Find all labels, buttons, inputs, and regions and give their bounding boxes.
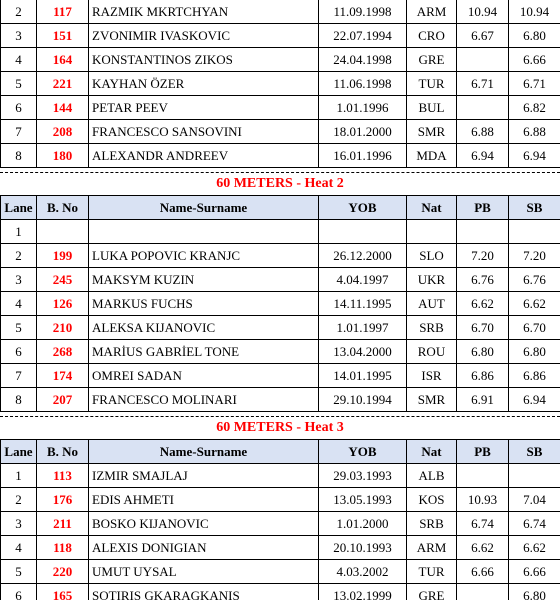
cell-nat: SMR xyxy=(407,388,457,412)
heat-title: 60 METERS - Heat 2 xyxy=(216,176,344,191)
column-header-yob: YOB xyxy=(319,196,407,220)
cell-bib: 174 xyxy=(37,364,89,388)
cell-sb: 7.04 xyxy=(509,488,560,512)
cell-bib: 126 xyxy=(37,292,89,316)
cell-bib: 165 xyxy=(37,584,89,600)
cell-bib: 268 xyxy=(37,340,89,364)
cell-name: OMREI SADAN xyxy=(89,364,319,388)
cell-bib: 118 xyxy=(37,536,89,560)
cell-pb: 6.80 xyxy=(457,340,509,364)
cell-pb xyxy=(457,584,509,600)
cell-sb: 10.94 xyxy=(509,0,560,24)
cell-bib: 164 xyxy=(37,48,89,72)
cell-nat: ARM xyxy=(407,536,457,560)
cell-bib: 245 xyxy=(37,268,89,292)
cell-lane: 3 xyxy=(1,512,37,536)
cell-bib: 144 xyxy=(37,96,89,120)
cell-nat: ARM xyxy=(407,0,457,24)
cell-nat: CRO xyxy=(407,24,457,48)
cell-sb: 6.71 xyxy=(509,72,560,96)
cell-nat: GRE xyxy=(407,48,457,72)
cell-name: FRANCESCO MOLINARI xyxy=(89,388,319,412)
cell-name: IZMIR SMAJLAJ xyxy=(89,464,319,488)
cell-name: FRANCESCO SANSOVINI xyxy=(89,120,319,144)
cell-yob: 29.03.1993 xyxy=(319,464,407,488)
cell-nat: SMR xyxy=(407,120,457,144)
cell-yob: 1.01.2000 xyxy=(319,512,407,536)
cell-yob: 1.01.1997 xyxy=(319,316,407,340)
cell-pb: 7.20 xyxy=(457,244,509,268)
table-row xyxy=(1,560,560,584)
column-header-name: Name-Surname xyxy=(89,440,319,464)
cell-name: LUKA POPOVIC KRANJC xyxy=(89,244,319,268)
column-header-pb: PB xyxy=(457,440,509,464)
cell-lane: 5 xyxy=(1,72,37,96)
cell-pb: 6.71 xyxy=(457,72,509,96)
cell-nat: ISR xyxy=(407,364,457,388)
cell-lane: 6 xyxy=(1,340,37,364)
column-header-lane: Lane xyxy=(1,196,37,220)
cell-name: BOSKO KIJANOVIC xyxy=(89,512,319,536)
cell-yob: 1.01.1996 xyxy=(319,96,407,120)
cell-sb xyxy=(509,220,560,244)
cell-lane: 4 xyxy=(1,292,37,316)
table-row xyxy=(1,244,560,268)
table-row xyxy=(1,120,560,144)
cell-yob: 29.10.1994 xyxy=(319,388,407,412)
cell-pb: 6.62 xyxy=(457,292,509,316)
cell-name xyxy=(89,220,319,244)
cell-name: MAKSYM KUZIN xyxy=(89,268,319,292)
cell-lane: 5 xyxy=(1,560,37,584)
cell-lane: 3 xyxy=(1,24,37,48)
cell-nat: GRE xyxy=(407,584,457,600)
cell-lane: 3 xyxy=(1,268,37,292)
cell-yob: 14.01.1995 xyxy=(319,364,407,388)
heat-title: 60 METERS - Heat 3 xyxy=(216,420,344,435)
table-row xyxy=(1,220,560,244)
cell-name: KONSTANTINOS ZIKOS xyxy=(89,48,319,72)
cell-lane: 1 xyxy=(1,220,37,244)
cell-pb: 6.91 xyxy=(457,388,509,412)
cell-sb: 6.66 xyxy=(509,560,560,584)
cell-nat: KOS xyxy=(407,488,457,512)
cell-yob: 20.10.1993 xyxy=(319,536,407,560)
cell-yob: 11.09.1998 xyxy=(319,0,407,24)
cell-lane: 2 xyxy=(1,244,37,268)
cell-name: MARKUS FUCHS xyxy=(89,292,319,316)
cell-sb: 6.74 xyxy=(509,512,560,536)
cell-bib: 151 xyxy=(37,24,89,48)
cell-lane: 8 xyxy=(1,144,37,168)
cell-yob xyxy=(319,220,407,244)
cell-name: SOTIRIS GKARAGKANIS xyxy=(89,584,319,600)
cell-bib: 117 xyxy=(37,0,89,24)
cell-lane: 5 xyxy=(1,316,37,340)
cell-pb: 6.62 xyxy=(457,536,509,560)
table-row xyxy=(1,512,560,536)
cell-nat: ROU xyxy=(407,340,457,364)
cell-bib: 207 xyxy=(37,388,89,412)
table-row xyxy=(1,340,560,364)
column-header-sb: SB xyxy=(509,440,560,464)
cell-nat: TUR xyxy=(407,560,457,584)
cell-yob: 13.05.1993 xyxy=(319,488,407,512)
cell-bib xyxy=(37,220,89,244)
column-header-pb: PB xyxy=(457,196,509,220)
cell-sb: 6.70 xyxy=(509,316,560,340)
cell-yob: 13.02.1999 xyxy=(319,584,407,600)
cell-bib: 220 xyxy=(37,560,89,584)
cell-bib: 199 xyxy=(37,244,89,268)
cell-pb: 10.94 xyxy=(457,0,509,24)
cell-sb xyxy=(509,464,560,488)
heat-table xyxy=(0,195,560,412)
cell-yob: 16.01.1996 xyxy=(319,144,407,168)
cell-sb: 6.86 xyxy=(509,364,560,388)
table-row xyxy=(1,316,560,340)
cell-nat: BUL xyxy=(407,96,457,120)
cell-sb: 6.80 xyxy=(509,340,560,364)
cell-pb: 6.67 xyxy=(457,24,509,48)
cell-sb: 7.20 xyxy=(509,244,560,268)
cell-sb: 6.66 xyxy=(509,48,560,72)
cell-nat: UKR xyxy=(407,268,457,292)
cell-name: MARİUS GABRİEL TONE xyxy=(89,340,319,364)
cell-lane: 7 xyxy=(1,364,37,388)
cell-name: ALEKSA KIJANOVIC xyxy=(89,316,319,340)
column-header-sb: SB xyxy=(509,196,560,220)
table-row xyxy=(1,388,560,412)
cell-lane: 2 xyxy=(1,0,37,24)
cell-yob: 4.03.2002 xyxy=(319,560,407,584)
cell-yob: 22.07.1994 xyxy=(319,24,407,48)
cell-bib: 210 xyxy=(37,316,89,340)
cell-sb: 6.62 xyxy=(509,536,560,560)
cell-sb: 6.80 xyxy=(509,24,560,48)
cell-name: ALEXANDR ANDREEV xyxy=(89,144,319,168)
cell-lane: 8 xyxy=(1,388,37,412)
cell-nat: TUR xyxy=(407,72,457,96)
cell-yob: 24.04.1998 xyxy=(319,48,407,72)
table-row xyxy=(1,96,560,120)
cell-pb xyxy=(457,96,509,120)
table-header-row xyxy=(1,196,560,220)
column-header-bib: B. No xyxy=(37,196,89,220)
cell-yob: 13.04.2000 xyxy=(319,340,407,364)
cell-name: ZVONIMIR IVASKOVIC xyxy=(89,24,319,48)
cell-pb xyxy=(457,220,509,244)
column-header-nat: Nat xyxy=(407,440,457,464)
cell-name: KAYHAN ÖZER xyxy=(89,72,319,96)
cell-name: ALEXIS DONIGIAN xyxy=(89,536,319,560)
cell-pb: 6.70 xyxy=(457,316,509,340)
cell-name: EDIS AHMETI xyxy=(89,488,319,512)
cell-bib: 208 xyxy=(37,120,89,144)
table-row xyxy=(1,584,560,600)
cell-bib: 221 xyxy=(37,72,89,96)
cell-name: UMUT UYSAL xyxy=(89,560,319,584)
table-row xyxy=(1,488,560,512)
cell-name: PETAR PEEV xyxy=(89,96,319,120)
table-header-row xyxy=(1,440,560,464)
table-row xyxy=(1,24,560,48)
cell-pb: 6.88 xyxy=(457,120,509,144)
table-row xyxy=(1,364,560,388)
cell-sb: 6.62 xyxy=(509,292,560,316)
table-row xyxy=(1,268,560,292)
cell-bib: 176 xyxy=(37,488,89,512)
table-row xyxy=(1,144,560,168)
cell-pb: 6.94 xyxy=(457,144,509,168)
cell-bib: 211 xyxy=(37,512,89,536)
column-header-name: Name-Surname xyxy=(89,196,319,220)
table-row xyxy=(1,292,560,316)
cell-lane: 4 xyxy=(1,48,37,72)
cell-sb: 6.82 xyxy=(509,96,560,120)
cell-sb: 6.94 xyxy=(509,388,560,412)
cell-pb: 6.86 xyxy=(457,364,509,388)
column-header-yob: YOB xyxy=(319,440,407,464)
cell-yob: 26.12.2000 xyxy=(319,244,407,268)
cell-nat: AUT xyxy=(407,292,457,316)
cell-nat: ALB xyxy=(407,464,457,488)
cell-lane: 7 xyxy=(1,120,37,144)
cell-nat: SLO xyxy=(407,244,457,268)
cell-yob: 11.06.1998 xyxy=(319,72,407,96)
table-row xyxy=(1,0,560,24)
column-header-lane: Lane xyxy=(1,440,37,464)
cell-sb: 6.94 xyxy=(509,144,560,168)
cell-pb: 10.93 xyxy=(457,488,509,512)
cell-lane: 1 xyxy=(1,464,37,488)
cell-lane: 4 xyxy=(1,536,37,560)
table-row xyxy=(1,72,560,96)
cell-pb xyxy=(457,48,509,72)
cell-nat: SRB xyxy=(407,512,457,536)
cell-yob: 14.11.1995 xyxy=(319,292,407,316)
table-row xyxy=(1,464,560,488)
cell-pb: 6.66 xyxy=(457,560,509,584)
cell-yob: 4.04.1997 xyxy=(319,268,407,292)
cell-pb: 6.76 xyxy=(457,268,509,292)
cell-pb xyxy=(457,464,509,488)
cell-bib: 113 xyxy=(37,464,89,488)
cell-lane: 2 xyxy=(1,488,37,512)
cell-nat: SRB xyxy=(407,316,457,340)
cell-yob: 18.01.2000 xyxy=(319,120,407,144)
cell-nat: MDA xyxy=(407,144,457,168)
table-row xyxy=(1,48,560,72)
cell-nat xyxy=(407,220,457,244)
cell-pb: 6.74 xyxy=(457,512,509,536)
cell-sb: 6.80 xyxy=(509,584,560,600)
cell-lane: 6 xyxy=(1,96,37,120)
table-row xyxy=(1,536,560,560)
cell-sb: 6.76 xyxy=(509,268,560,292)
column-header-nat: Nat xyxy=(407,196,457,220)
cell-name: RAZMIK MKRTCHYAN xyxy=(89,0,319,24)
cell-bib: 180 xyxy=(37,144,89,168)
heat-table xyxy=(0,0,560,168)
cell-lane: 6 xyxy=(1,584,37,600)
heat-table xyxy=(0,439,560,600)
cell-sb: 6.88 xyxy=(509,120,560,144)
column-header-bib: B. No xyxy=(37,440,89,464)
